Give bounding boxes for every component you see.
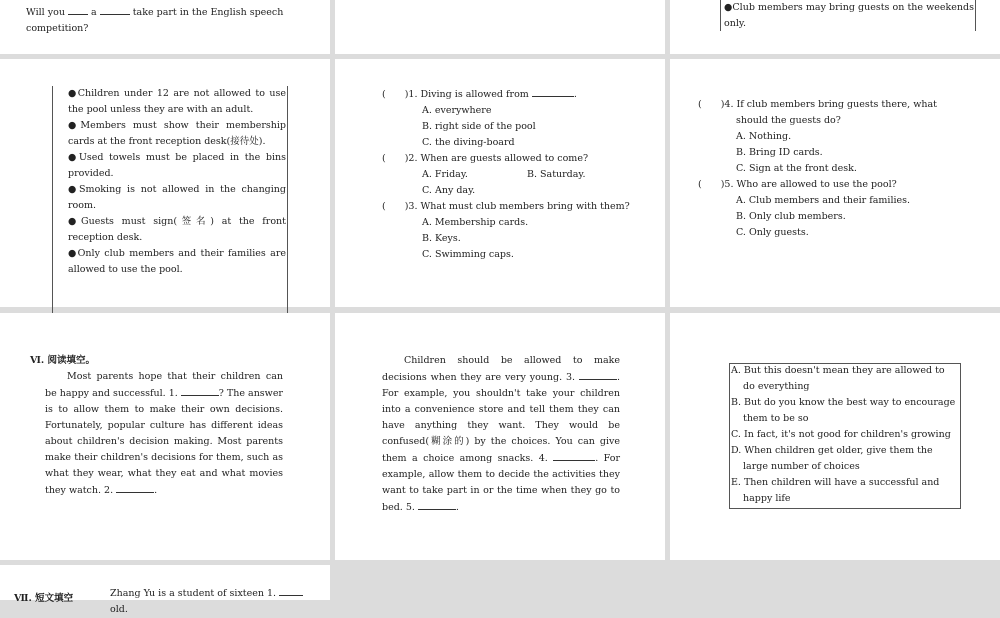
top-right-rule: ● Club members may bring guests on the weekends only.	[724, 0, 974, 32]
option[interactable]: C. Any day.	[422, 185, 476, 196]
option[interactable]: C. Sign at the front desk.	[736, 163, 857, 174]
blank[interactable]	[532, 86, 574, 97]
rule-item: ● Used towels must be placed in the bins provided.	[54, 150, 286, 182]
option-e[interactable]: E. Then children will have a successful and happy life	[731, 477, 940, 504]
rules-list	[54, 86, 286, 278]
panel-section6-left	[0, 313, 330, 560]
option-d[interactable]: D. When children get older, give them the large number of choices	[731, 445, 933, 472]
question-3: ( )3. What must club members bring with them? A. Membership cards. B. Keys. C. Swimming caps.	[382, 199, 662, 263]
option[interactable]: B. Keys.	[422, 233, 461, 244]
questions-right	[698, 97, 968, 241]
panel-rules	[0, 59, 330, 307]
option-c[interactable]: C. In fact, it's not good for children's growing	[731, 429, 951, 440]
question-2: ( )2. When are guests allowed to come? A. Friday. B. Saturday. C. Any day.	[382, 151, 662, 199]
option[interactable]: B. Bring ID cards.	[736, 147, 823, 158]
option[interactable]: B. Saturday.	[527, 169, 586, 180]
options-list	[731, 363, 959, 507]
blank[interactable]	[100, 4, 130, 15]
panel-bottom-left	[0, 565, 330, 615]
option[interactable]: A. everywhere	[422, 105, 492, 116]
option[interactable]: B. right side of the pool	[422, 121, 536, 132]
section7-text: Zhang Yu is a student of sixteen 1. old.	[110, 585, 320, 618]
option-a[interactable]: A. But this doesn't mean they are allowed to do everything	[731, 365, 945, 392]
blank-3[interactable]	[579, 369, 617, 380]
blank-4[interactable]	[553, 450, 595, 461]
blank-1[interactable]	[181, 385, 219, 396]
option-b[interactable]: B. But do you know the best way to encourage them to be so	[731, 397, 956, 424]
rule-item: ● Guests must sign(签名) at the front reception desk.	[54, 214, 286, 246]
rule-item: ● Children under 12 are not allowed to use the pool unless they are with an adult.	[54, 86, 286, 118]
rule-item: ● Smoking is not allowed in the changing room.	[54, 182, 286, 214]
rule-item: ● Members must show their membership cards at the front reception desk(接待处).	[54, 118, 286, 150]
question-5: ( )5. Who are allowed to use the pool? A. Club members and their families. B. Only club members. C. Only guests.	[698, 177, 968, 241]
panel-top-right	[670, 0, 1000, 54]
option[interactable]: A. Nothing.	[736, 131, 792, 142]
panel-questions-4-5	[670, 59, 1000, 307]
section7-title: Ⅶ. 短文填空	[14, 593, 74, 604]
blank[interactable]	[68, 4, 88, 15]
blank[interactable]	[279, 585, 303, 596]
option[interactable]: A. Friday.	[422, 169, 468, 180]
panel-top-middle	[335, 0, 665, 54]
question-1: ( )1. Diving is allowed from . A. everywhere B. right side of the pool C. the diving-board	[382, 86, 662, 151]
option[interactable]: A. Membership cards.	[422, 217, 529, 228]
blank-2[interactable]	[116, 482, 154, 493]
panel-options	[670, 313, 1000, 560]
option[interactable]: B. Only club members.	[736, 211, 846, 222]
option[interactable]: C. the diving-board	[422, 137, 515, 148]
section6-paragraph-2: Children should be allowed to make decisions when they are very young. 3. . For example, you shouldn't take your children into a convenience store and tell them they can have anything they want. They would be confused(糊涂的) by the choices. You can give them a choice among snacks. 4. . For example, allow them to decide the activities they want to take part in or the time when they go to bed. 5. .	[382, 355, 621, 513]
rule-item: ● Only club members and their families are allowed to use the pool.	[54, 246, 286, 278]
panel-questions-1-3	[335, 59, 665, 307]
section6-title: Ⅵ. 阅读填空。	[30, 355, 96, 366]
option[interactable]: A. Club members and their families.	[736, 195, 911, 206]
top-left-text: Will you a take part in the English speech competition?	[26, 4, 316, 37]
option[interactable]: C. Only guests.	[736, 227, 809, 238]
panel-top-left	[0, 0, 330, 54]
blank-5[interactable]	[418, 499, 456, 510]
questions-left	[382, 86, 662, 263]
section6-paragraph: Most parents hope that their children can be happy and successful. 1. ? The answer is to allow them to make their own decisions. Fortunately, popular culture has different ideas about children's decision making. Most parents make their children's decisions for them, such as what they wear, what they eat and what movies they watch. 2. .	[45, 371, 283, 496]
panel-section6-middle	[335, 313, 665, 560]
question-4: ( )4. If club members bring guests there, what should the guests do? A. Nothing. B. Bring ID cards. C. Sign at the front desk.	[698, 97, 968, 177]
option[interactable]: C. Swimming caps.	[422, 249, 514, 260]
